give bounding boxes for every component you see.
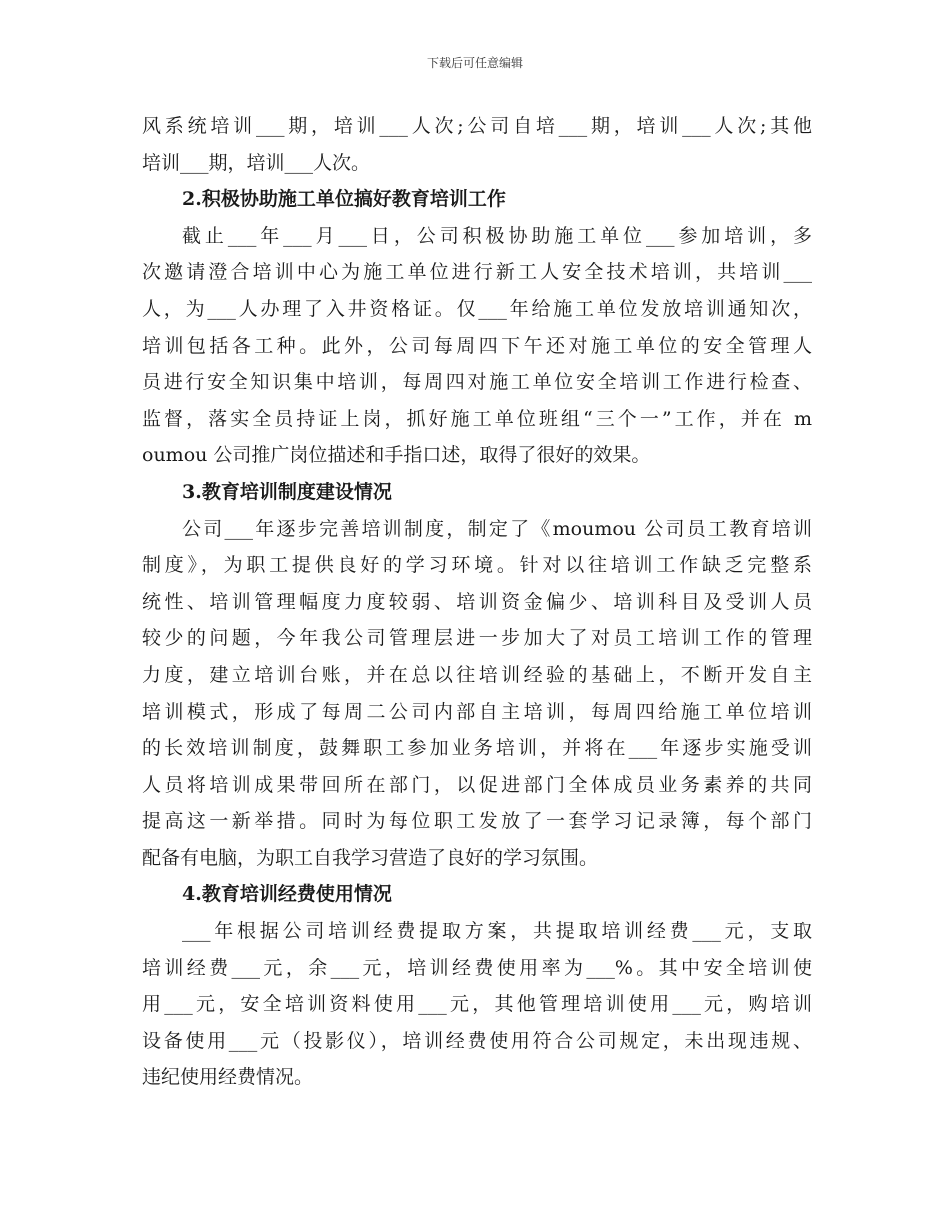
body-line: 培训包括各工种。此外，公司每周四下午还对施工单位的安全管理人 — [142, 334, 812, 357]
body-line: 违纪使用经费情况。 — [142, 1066, 314, 1089]
body-line: 培训经费___元，余___元，培训经费使用率为___%。其中安全培训使 — [142, 956, 812, 979]
section-heading: 3.教育培训制度建设情况 — [182, 480, 392, 503]
body-line: ___年根据公司培训经费提取方案，共提取培训经费___元，支取 — [182, 920, 812, 943]
body-line: 提高这一新举措。同时为每位职工发放了一套学习记录簿，每个部门 — [142, 810, 812, 833]
body-line: 较少的问题，今年我公司管理层进一步加大了对员工培训工作的管理 — [142, 627, 812, 650]
body-line: 次邀请澄合培训中心为施工单位进行新工人安全技术培训，共培训___ — [142, 261, 812, 284]
document-body — [142, 108, 812, 1096]
body-line: 制度》，为职工提供良好的学习环境。针对以往培训工作缺乏完整系 — [142, 554, 812, 577]
body-line: 统性、培训管理幅度力度较弱、培训资金偏少、培训科目及受训人员 — [142, 590, 812, 613]
body-line: 截止___年___月___日，公司积极协助施工单位___参加培训，多 — [182, 224, 812, 247]
page-header: 下载后可任意编辑 — [426, 56, 523, 70]
body-line: 风系统培训___期，培训___人次;公司自培___期，培训___人次;其他 — [142, 115, 812, 137]
body-line: 培训___期，培训___人次。 — [142, 151, 371, 174]
body-line: 用___元，安全培训资料使用___元，其他管理培训使用___元，购培训 — [142, 993, 812, 1016]
body-line: 培训模式，形成了每周二公司内部自主培训，每周四给施工单位培训 — [142, 700, 812, 723]
body-line: oumou 公司推广岗位描述和手指口述，取得了很好的效果。 — [142, 444, 651, 467]
body-line: 员进行安全知识集中培训，每周四对施工单位安全培训工作进行检查、 — [142, 371, 812, 394]
body-line: 公司___年逐步完善培训制度，制定了《moumou 公司员工教育培训 — [182, 517, 812, 540]
body-line: 的长效培训制度，鼓舞职工参加业务培训，并将在___年逐步实施受训 — [142, 737, 812, 760]
body-line: 力度，建立培训台账，并在总以往培训经验的基础上，不断开发自主 — [142, 663, 812, 686]
body-line: 人员将培训成果带回所在部门，以促进部门全体成员业务素养的共同 — [142, 773, 812, 796]
body-line: 监督，落实全员持证上岗，抓好施工单位班组“三个一”工作，并在 m — [142, 407, 812, 430]
body-line: 配备有电脑，为职工自我学习营造了良好的学习氛围。 — [142, 846, 599, 869]
body-line: 设备使用___元（投影仪），培训经费使用符合公司规定，未出现违规、 — [142, 1029, 812, 1052]
section-heading: 2.积极协助施工单位搞好教育培训工作 — [182, 188, 506, 211]
body-line: 人，为___人办理了入井资格证。仅___年给施工单位发放培训通知次， — [142, 297, 812, 320]
section-heading: 4.教育培训经费使用情况 — [182, 883, 392, 906]
